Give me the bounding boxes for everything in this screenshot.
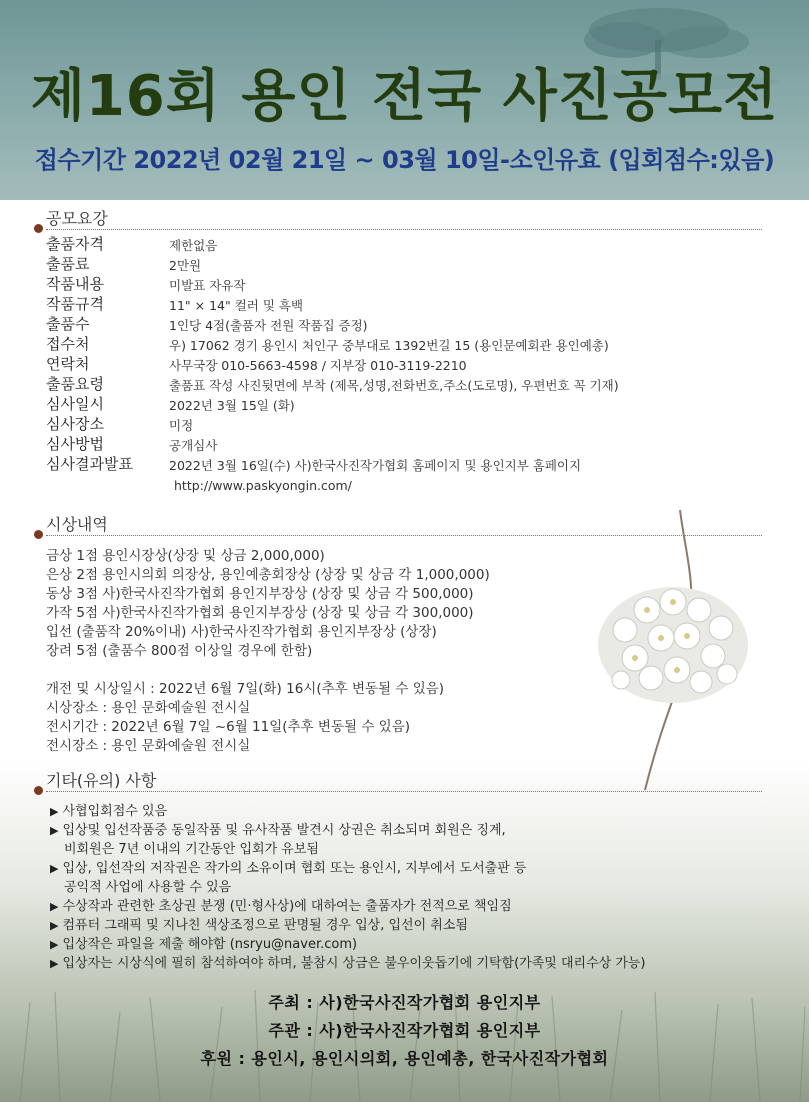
- note-item: [50, 819, 506, 838]
- arrow-icon: ▶: [50, 824, 59, 837]
- row-label: 출품요령: [46, 375, 104, 393]
- row-value: 미발표 자유작: [169, 278, 246, 293]
- arrow-icon: ▶: [50, 900, 59, 913]
- schedule-item: 개전 및 시상일시 : 2022년 6월 7일(화) 16시(추후 변동될 수 있음): [46, 681, 445, 697]
- row-label: 출품자격: [46, 235, 104, 253]
- note-item: [50, 914, 468, 933]
- note-item: [50, 952, 646, 971]
- row-label: 출품료: [46, 255, 90, 273]
- row-label: 심사일시: [46, 395, 104, 413]
- row-value: 미정: [169, 418, 194, 433]
- section-heading-awards: 시상내역: [46, 515, 108, 534]
- homepage-link[interactable]: http://www.paskyongin.com/: [174, 478, 352, 493]
- row-value: 사무국장 010-5663-4598 / 지부장 010-3119-2210: [169, 358, 467, 373]
- row-label: 심사결과발표: [46, 455, 133, 473]
- row-value: 공개심사: [169, 438, 218, 453]
- row-value: 2022년 3월 15일 (화): [169, 398, 295, 413]
- row-label: 심사장소: [46, 415, 104, 433]
- section-bullet: [34, 530, 43, 539]
- note-continuation: 공익적 사업에 사용할 수 있음: [64, 880, 232, 895]
- award-item: 장려 5점 (출품수 800점 이상일 경우에 한함): [46, 643, 313, 659]
- arrow-icon: ▶: [50, 957, 59, 970]
- row-label: 접수처: [46, 335, 90, 353]
- divider: [46, 229, 762, 230]
- section-heading-notes: 기타(유의) 사항: [46, 771, 157, 790]
- note-text: 입상자는 시상식에 필히 참석하여야 하며, 불참시 상금은 불우이웃돕기에 기탁함(가족및 대리수상 가능): [62, 956, 646, 971]
- note-item: [50, 800, 167, 819]
- row-value: 11" × 14" 컬러 및 흑백: [169, 298, 304, 313]
- organizer-line: 주관 : 사)한국사진작가협회 용인지부: [268, 1021, 541, 1040]
- note-item: [50, 895, 512, 914]
- note-text: 컴퓨터 그래픽 및 지나친 색상조정으로 판명될 경우 입상, 입선이 취소됨: [62, 918, 468, 933]
- note-text: 사협입회점수 있음: [62, 804, 168, 819]
- section-heading-outline: 공모요강: [46, 209, 108, 228]
- white-flower-illustration: [585, 510, 775, 790]
- section-bullet: [34, 786, 43, 795]
- schedule-item: 시상장소 : 용인 문화예술원 전시실: [46, 700, 251, 716]
- award-item: 가작 5점 사)한국사진작가협회 용인지부장상 (상장 및 상금 각 300,000): [46, 605, 474, 621]
- arrow-icon: ▶: [50, 938, 59, 951]
- page-title: 제16회 용인 전국 사진공모전: [30, 64, 779, 129]
- row-value: 우) 17062 경기 용인시 처인구 중부대로 1392번길 15 (용인문예회관 용인예총): [169, 338, 609, 353]
- host-line: 주최 : 사)한국사진작가협회 용인지부: [268, 993, 541, 1012]
- row-label: 출품수: [46, 315, 90, 333]
- note-item: [50, 933, 357, 952]
- schedule-item: 전시장소 : 용인 문화예술원 전시실: [46, 738, 251, 754]
- note-item: [50, 857, 526, 876]
- row-value: 제한없음: [169, 238, 218, 253]
- arrow-icon: ▶: [50, 919, 59, 932]
- note-text: 수상작과 관련한 초상권 분쟁 (민·형사상)에 대하여는 출품자가 전적으로 책임짐: [62, 899, 512, 914]
- submission-period: 접수기간 2022년 02월 21일 ~ 03월 10일-소인유효 (입회점수:있음): [34, 146, 775, 174]
- row-value: 2만원: [169, 258, 202, 273]
- sponsor-line: 후원 : 용인시, 용인시의회, 용인예총, 한국사진작가협회: [200, 1049, 609, 1068]
- section-bullet: [34, 224, 43, 233]
- row-label: 작품내용: [46, 275, 104, 293]
- arrow-icon: ▶: [50, 862, 59, 875]
- award-item: 금상 1점 용인시장상(상장 및 상금 2,000,000): [46, 548, 325, 564]
- row-label: 작품규격: [46, 295, 104, 313]
- row-value: 1인당 4점(출품자 전원 작품집 증정): [169, 318, 368, 333]
- row-value: 2022년 3월 16일(수) 사)한국사진작가협회 홈페이지 및 용인지부 홈페이지: [169, 458, 582, 473]
- award-item: 입선 (출품작 20%이내) 사)한국사진작가협회 용인지부장상 (상장): [46, 624, 437, 640]
- arrow-icon: ▶: [50, 805, 59, 818]
- header-banner: [0, 0, 809, 200]
- schedule-item: 전시기간 : 2022년 6월 7일 ~6월 11일(추후 변동될 수 있음): [46, 719, 411, 735]
- note-text: 입상, 입선작의 저작권은 작가의 소유이며 협회 또는 용인시, 지부에서 도서출판 등: [62, 861, 527, 876]
- divider: [46, 791, 762, 792]
- row-label: 연락처: [46, 355, 90, 373]
- award-item: 동상 3점 사)한국사진작가협회 용인지부장상 (상장 및 상금 각 500,000): [46, 586, 474, 602]
- award-item: 은상 2점 용인시의회 의장상, 용인예총회장상 (상장 및 상금 각 1,000,000): [46, 567, 490, 583]
- row-value: 출품표 작성 사진뒷면에 부착 (제목,성명,전화번호,주소(도로명), 우편번호 꼭 기재): [169, 378, 619, 393]
- note-text: 입상및 입선작품중 동일작품 및 유사작품 발견시 상권은 취소되며 회원은 징계,: [62, 823, 506, 838]
- note-text: 입상작은 파일을 제출 해야함 (nsryu@naver.com): [62, 937, 358, 952]
- row-label: 심사방법: [46, 435, 104, 453]
- divider: [46, 535, 762, 536]
- note-continuation: 비회원은 7년 이내의 기간동안 입회가 유보됨: [64, 842, 319, 857]
